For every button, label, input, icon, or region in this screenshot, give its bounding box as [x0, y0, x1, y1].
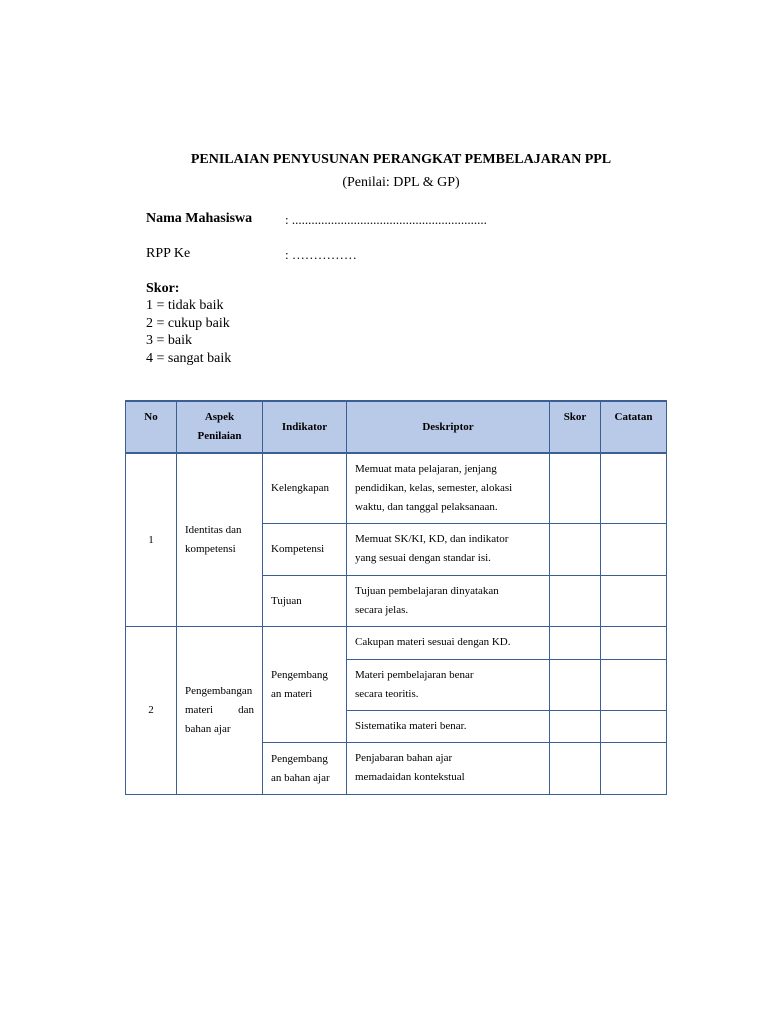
desc-line: Penjabaran bahan ajar	[355, 752, 453, 764]
skor-input-cell[interactable]	[550, 660, 601, 711]
rpp-ke-value: : ……………	[285, 247, 357, 262]
catatan-input-cell[interactable]	[601, 524, 667, 576]
skor-input-cell[interactable]	[550, 743, 601, 795]
row-no-cell: 2	[126, 627, 177, 795]
header-deskriptor: Deskriptor	[347, 401, 550, 453]
table-row	[126, 453, 667, 524]
indikator-cell: Tujuan	[263, 576, 347, 627]
nama-mahasiswa-value: : ............................................................	[285, 212, 487, 227]
indikator-line2: an materi	[271, 687, 313, 700]
catatan-input-cell[interactable]	[601, 627, 667, 660]
rpp-ke-label: RPP Ke	[146, 246, 191, 261]
deskriptor-cell	[347, 453, 550, 524]
aspek-line1: Pengembangan	[185, 685, 253, 697]
skor-legend	[146, 297, 231, 367]
desc-line: Materi pembelajaran benar	[355, 669, 474, 681]
skor-item: 1 = tidak baik	[146, 298, 224, 313]
table-row	[126, 627, 667, 660]
desc-line: secara teoritis.	[355, 688, 419, 700]
indikator-line1: Pengembang	[271, 752, 328, 765]
catatan-input-cell[interactable]	[601, 711, 667, 743]
desc-line: Cakupan materi sesuai dengan KD.	[355, 636, 511, 648]
skor-input-cell[interactable]	[550, 711, 601, 743]
deskriptor-cell	[347, 660, 550, 711]
deskriptor-cell	[347, 627, 550, 660]
deskriptor-cell	[347, 743, 550, 795]
desc-line: Sistematika materi benar.	[355, 720, 467, 732]
catatan-input-cell[interactable]	[601, 660, 667, 711]
catatan-input-cell[interactable]	[601, 576, 667, 627]
assessment-table	[125, 400, 667, 795]
aspek-line1: Identitas dan	[185, 524, 242, 536]
skor-input-cell[interactable]	[550, 627, 601, 660]
deskriptor-cell	[347, 524, 550, 576]
header-indikator: Indikator	[263, 401, 347, 453]
document-subtitle: (Penilai: DPL & GP)	[342, 175, 460, 190]
desc-line: memadaidan kontekstual	[355, 771, 465, 783]
desc-line: secara jelas.	[355, 604, 409, 616]
table-header-row	[126, 401, 667, 453]
desc-line: Memuat mata pelajaran, jenjang	[355, 463, 497, 475]
skor-input-cell[interactable]	[550, 453, 601, 524]
aspek-line2a: materi	[185, 704, 214, 716]
row-no-cell: 1	[126, 453, 177, 627]
header-skor: Skor	[550, 401, 601, 453]
aspek-cell	[177, 627, 263, 795]
desc-line: Memuat SK/KI, KD, dan indikator	[355, 533, 509, 545]
indikator-cell	[263, 743, 347, 795]
indikator-cell: Kompetensi	[263, 524, 347, 576]
skor-heading: Skor:	[146, 281, 180, 296]
skor-input-cell[interactable]	[550, 524, 601, 576]
header-no: No	[126, 401, 177, 453]
header-aspek-line2: Penilaian	[197, 430, 242, 442]
aspek-line2b: dan	[238, 704, 254, 716]
indikator-line2: an bahan ajar	[271, 771, 330, 784]
header-catatan: Catatan	[601, 401, 667, 453]
indikator-cell	[263, 627, 347, 743]
indikator-line1: Pengembang	[271, 668, 328, 681]
desc-line: waktu, dan tanggal pelaksanaan.	[355, 501, 498, 513]
catatan-input-cell[interactable]	[601, 453, 667, 524]
aspek-line2: kompetensi	[185, 543, 236, 555]
desc-line: yang sesuai dengan standar isi.	[355, 552, 491, 564]
skor-input-cell[interactable]	[550, 576, 601, 627]
skor-item: 4 = sangat baik	[146, 350, 232, 366]
desc-line: pendidikan, kelas, semester, alokasi	[355, 482, 513, 494]
header-aspek-line1: Aspek	[204, 411, 235, 423]
deskriptor-cell	[347, 576, 550, 627]
skor-item: 2 = cukup baik	[146, 315, 230, 331]
indikator-cell: Kelengkapan	[263, 453, 347, 524]
catatan-input-cell[interactable]	[601, 743, 667, 795]
skor-item: 3 = baik	[146, 333, 192, 348]
desc-line: Tujuan pembelajaran dinyatakan	[355, 585, 499, 597]
aspek-cell	[177, 453, 263, 627]
aspek-line3: bahan ajar	[185, 723, 231, 735]
deskriptor-cell	[347, 711, 550, 743]
nama-mahasiswa-label: Nama Mahasiswa	[146, 211, 253, 226]
document-title: PENILAIAN PENYUSUNAN PERANGKAT PEMBELAJARAN PPL	[190, 152, 612, 167]
header-aspek-penilaian	[177, 401, 263, 453]
